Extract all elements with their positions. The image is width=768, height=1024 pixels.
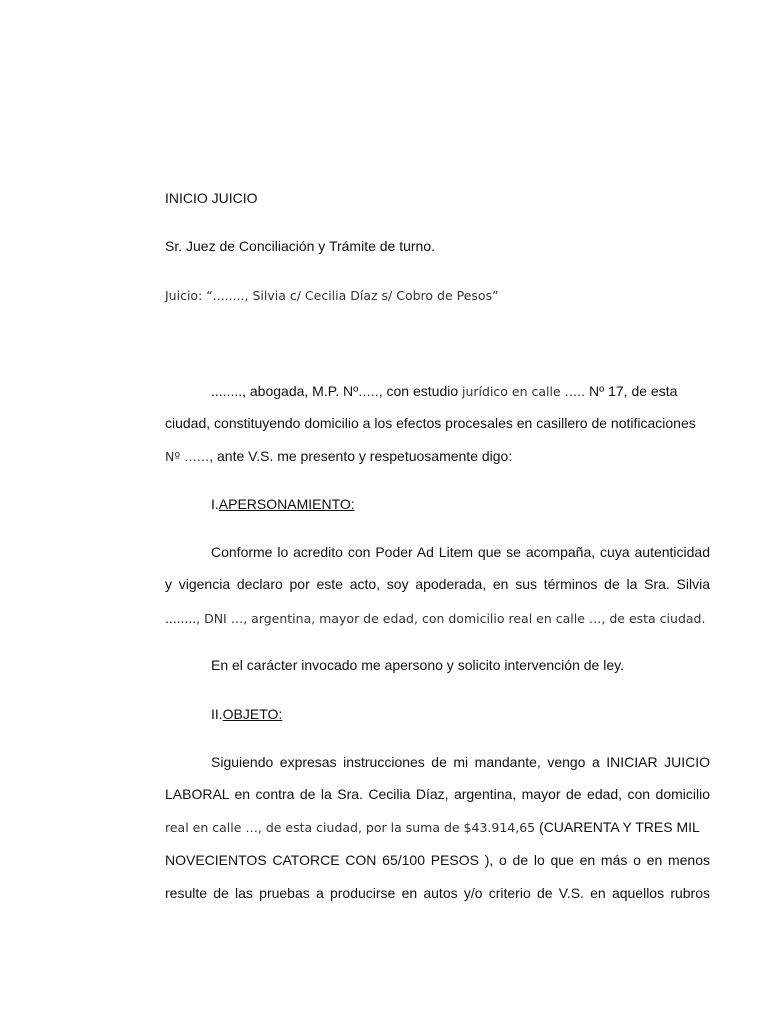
intro-text-light: Nº …… xyxy=(165,449,210,464)
section2-text: (CUARENTA Y TRES MIL xyxy=(535,819,700,835)
intro-text: , ante V.S. me presento y respetuosamente digo: xyxy=(209,448,513,464)
section1-text: ........ xyxy=(165,610,197,626)
intro-text: , con estudio xyxy=(378,383,463,399)
section-heading-apersonamiento xyxy=(211,495,355,513)
section-title: OBJETO: xyxy=(222,706,283,722)
section1-text-light: , DNI …, argentina, mayor de edad, con domicilio real en calle …, de esta ciudad. xyxy=(196,611,706,626)
section2-p1-line-4: NOVECIENTOS CATORCE CON 65/100 PESOS ), o de lo que en más o en menos xyxy=(165,852,710,868)
section1-p1-line-3 xyxy=(165,609,705,628)
intro-text: Nº 17, de esta xyxy=(585,383,678,399)
section2-p1-line-3 xyxy=(165,818,700,837)
intro-line-1 xyxy=(211,382,677,401)
section-number: II. xyxy=(211,706,223,722)
section1-p1-line-2: y vigencia declaro por este acto, soy apoderada, en sus términos de la Sra. Silvia xyxy=(165,576,710,592)
section2-text-light: real en calle …, de esta ciudad, por la suma de $43.914,65 xyxy=(165,820,536,835)
section1-p2: En el carácter invocado me apersono y solicito intervención de ley. xyxy=(211,657,624,673)
intro-text-light: jurídico en calle ….. xyxy=(462,384,586,399)
section2-p1-line-1: Siguiendo expresas instrucciones de mi mandante, vengo a INICIAR JUICIO xyxy=(211,754,710,770)
section2-p1-line-2: LABORAL en contra de la Sra. Cecilia Díaz, argentina, mayor de edad, con domicilio xyxy=(165,786,710,802)
section1-p1-line-1: Conforme lo acredito con Poder Ad Litem que se acompaña, cuya autenticidad xyxy=(211,544,710,560)
addressee-line: Sr. Juez de Conciliación y Trámite de turno. xyxy=(165,238,436,254)
section-number: I. xyxy=(211,496,219,512)
intro-text: ........, abogada, M.P. Nº xyxy=(211,383,359,399)
section2-p1-line-5: resulte de las pruebas a producirse en autos y/o criterio de V.S. en aquellos rubros xyxy=(165,885,710,901)
document-heading: INICIO JUICIO xyxy=(165,190,258,206)
case-title: Juicio: “........, Silvia c/ Cecilia Díaz s/ Cobro de Pesos” xyxy=(165,288,499,303)
section-title: APERSONAMIENTO: xyxy=(218,496,355,512)
section-heading-objeto xyxy=(211,705,282,723)
intro-text-light: ….. xyxy=(358,384,379,399)
intro-line-3 xyxy=(165,447,512,466)
intro-line-2: ciudad, constituyendo domicilio a los efectos procesales en casillero de notificaciones xyxy=(165,415,696,431)
